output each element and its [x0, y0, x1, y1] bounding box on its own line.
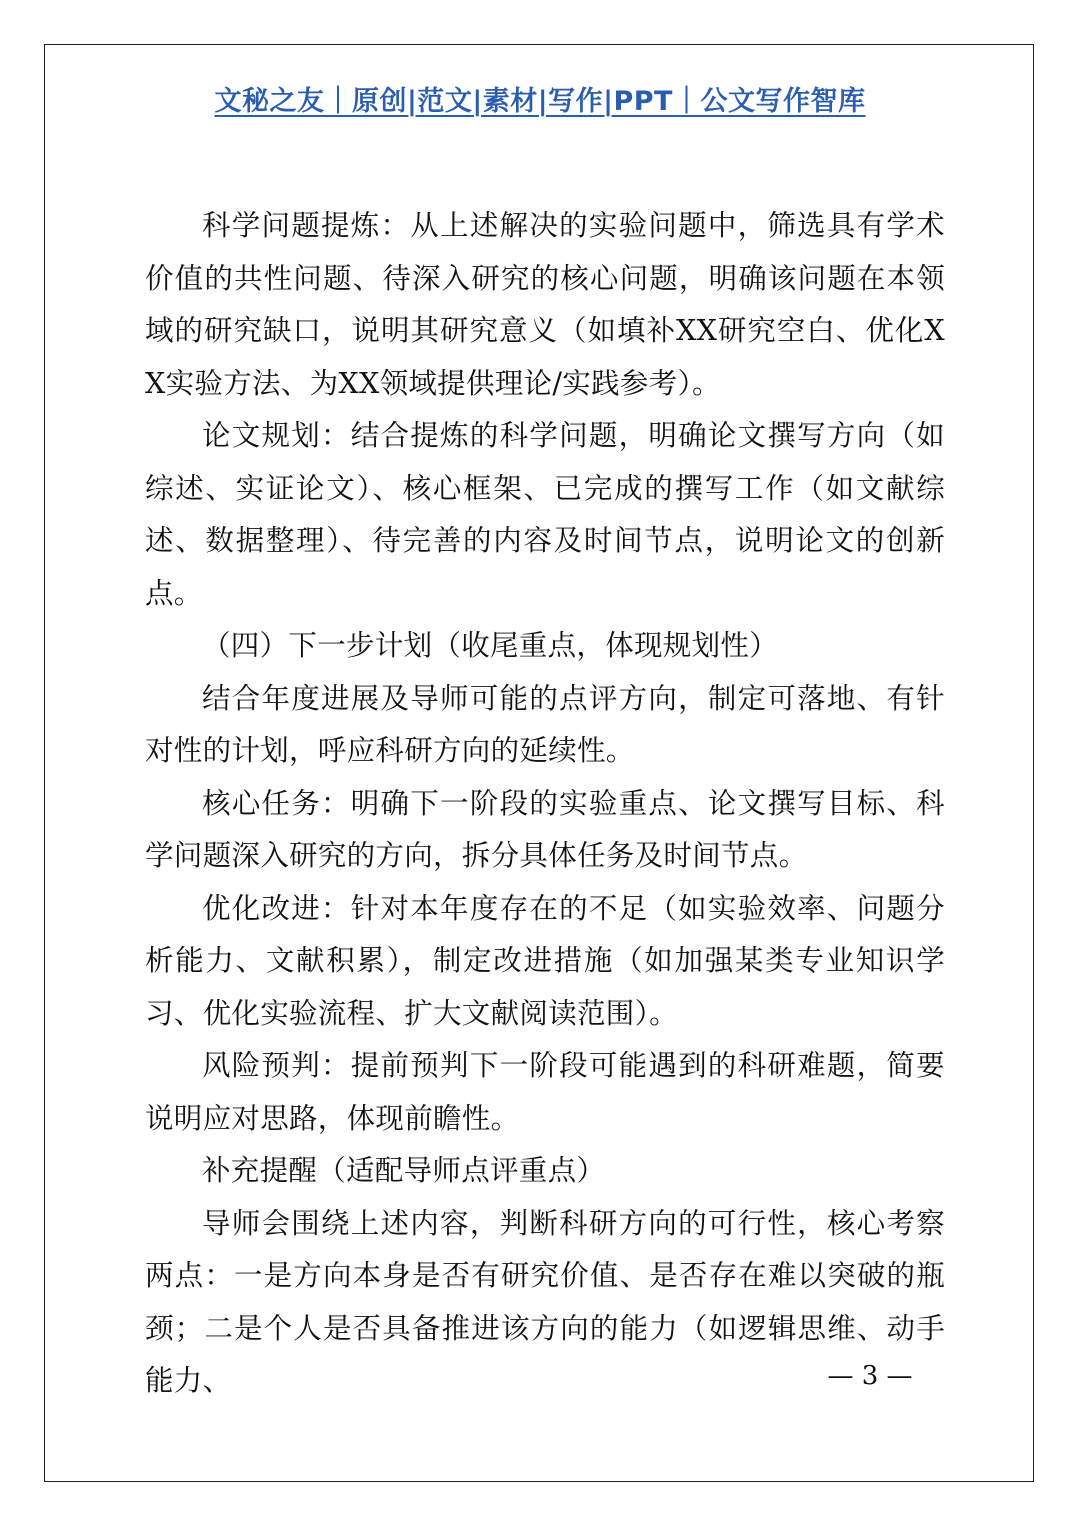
- paragraph-improvement: 优化改进：针对本年度存在的不足（如实验效率、问题分析能力、文献积累），制定改进措施（如加强某类专业知识学习、优化实验流程、扩大文献阅读范围）。: [145, 891, 945, 1030]
- paragraph-plan-intro: 结合年度进展及导师可能的点评方向，制定可落地、有针对性的计划，呼应科研方向的延续性。: [145, 681, 945, 767]
- paragraph-advisor-review: 导师会围绕上述内容，判断科研方向的可行性，核心考察两点：一是方向本身是否有研究价值、是否存在难以突破的瓶颈；二是个人是否具备推进该方向的能力（如逻辑思维、动手能力、: [145, 1206, 945, 1397]
- page-number: — 3 —: [827, 1361, 913, 1391]
- document-body: [145, 200, 945, 1408]
- paragraph-paper-planning: 论文规划：结合提炼的科学问题，明确论文撰写方向（如综述、实证论文）、核心框架、已完成的撰写工作（如文献综述、数据整理）、待完善的内容及时间节点，说明论文的创新点。: [145, 419, 945, 610]
- section-heading-next-plan: （四）下一步计划（收尾重点，体现规划性）: [202, 629, 779, 662]
- subheading-supplementary-reminder: 补充提醒（适配导师点评重点）: [202, 1154, 606, 1187]
- paragraph-core-tasks: 核心任务：明确下一阶段的实验重点、论文撰写目标、科学问题深入研究的方向，拆分具体任务及时间节点。: [145, 786, 945, 872]
- paragraph-scientific-question: 科学问题提炼：从上述解决的实验问题中，筛选具有学术价值的共性问题、待深入研究的核心问题，明确该问题在本领域的研究缺口，说明其研究意义（如填补XX研究空白、优化XX实验方法、为XX领域提供理论/实践参考）。: [145, 209, 945, 400]
- paragraph-risk-forecast: 风险预判：提前预判下一阶段可能遇到的科研难题，简要说明应对思路，体现前瞻性。: [145, 1049, 945, 1135]
- header-link[interactable]: 文秘之友｜原创|范文|素材|写作|PPT｜公文写作智库: [214, 86, 866, 117]
